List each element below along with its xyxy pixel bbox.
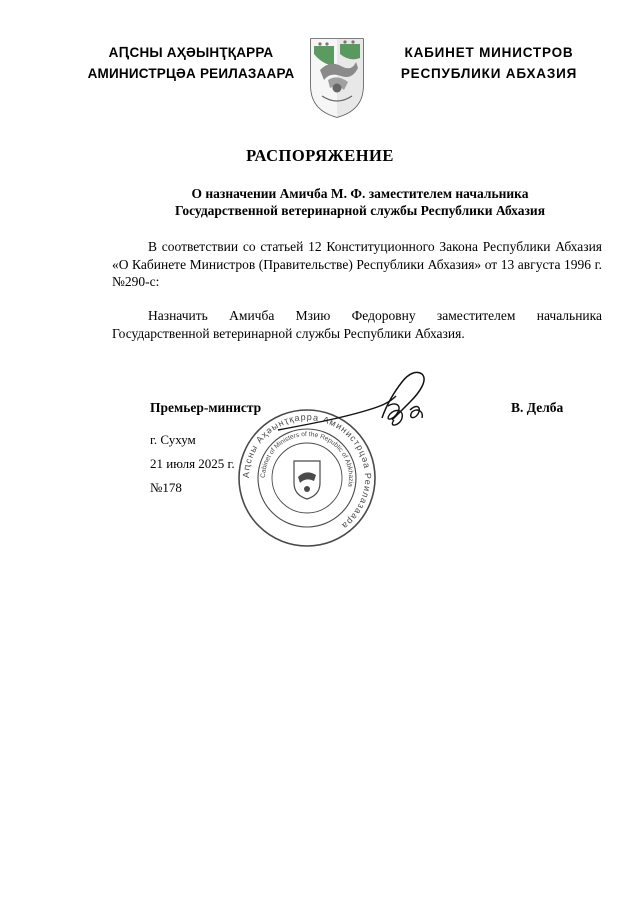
header-left-line1: АԤСНЫ АҲӘЫНҬҚАРРА — [108, 45, 274, 60]
paragraph1-text: В соответствии со статьей 12 Конституционного Закона Республики Абхазия «О Кабинете Министров (Правительстве) Республики Абхазия» от 13 августа 1996 г. №290-с: — [112, 239, 602, 289]
handwritten-signature — [270, 362, 445, 457]
header-right-line1: КАБИНЕТ МИНИСТРОВ — [404, 45, 574, 60]
document-number: №178 — [150, 480, 182, 495]
header-right-line2: РЕСПУБЛИКИ АБХАЗИЯ — [400, 66, 578, 81]
signatory-position: Премьер-министр — [150, 400, 262, 415]
stamp-inner-text: Cabinet of Ministers of the Republic of Abkhazia — [259, 430, 355, 488]
paragraph-legal-basis — [112, 238, 602, 291]
header-left — [82, 42, 300, 84]
subject-line2: Государственной ветеринарной службы Республики Абхазия — [174, 203, 546, 218]
header-right — [384, 42, 594, 84]
subject-line1: О назначении Амичба М. Ф. заместителем начальника — [191, 186, 529, 201]
document-place: г. Сухум — [150, 432, 196, 447]
stamp-outer-text: Аԥсны Аҳәынҭқарра Аминистрцәа Реилазаара — [240, 411, 374, 532]
document-subject — [100, 185, 620, 219]
abkhazia-emblem-icon — [308, 36, 366, 120]
document-title: РАСПОРЯЖЕНИЕ — [246, 146, 394, 165]
document-date: 21 июля 2025 г. — [150, 456, 235, 471]
paragraph-order — [112, 307, 602, 342]
signatory-name: В. Делба — [511, 400, 564, 415]
header-left-line2: АМИНИСТРЦӘА РЕИЛАЗААРА — [87, 66, 295, 81]
paragraph2-text: Назначить Амичба Мзию Федоровну заместителем начальника Государственной ветеринарной службы Республики Абхазия. — [112, 308, 602, 341]
